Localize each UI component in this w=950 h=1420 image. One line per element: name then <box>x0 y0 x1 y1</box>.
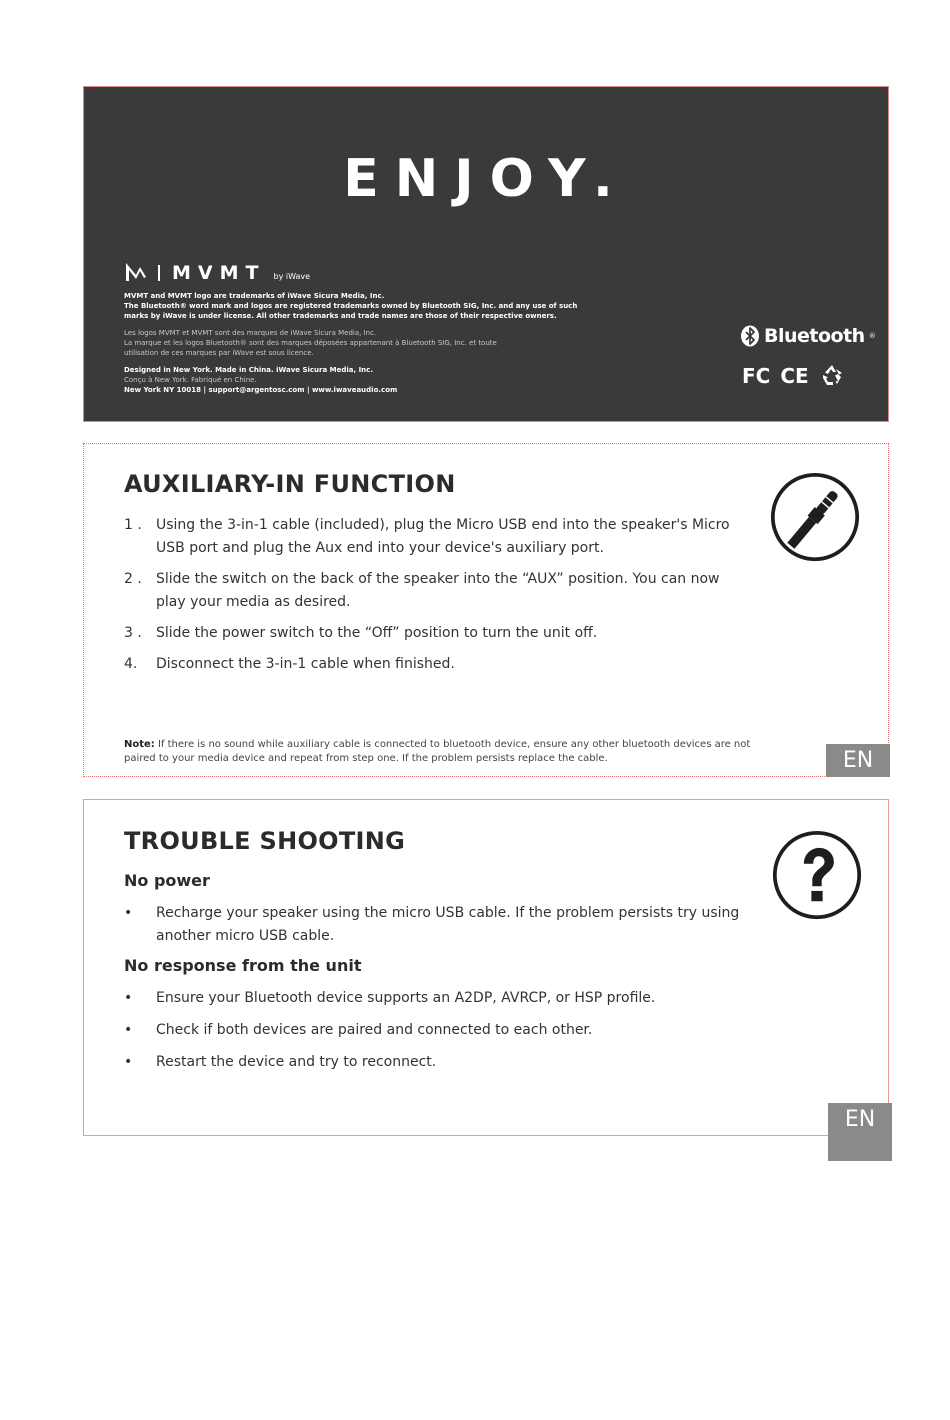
step-number: 4. <box>124 656 138 672</box>
ce-mark: CE <box>780 364 809 388</box>
concu-line: Conçu à New York. Fabriqué en Chine. <box>124 376 257 384</box>
bullet: • <box>124 905 133 921</box>
subheading-no-response: No response from the unit <box>124 956 362 975</box>
note-text: If there is no sound while auxiliary cable is connected to bluetooth device, ensure any other bluetooth devices are not paired to your media device and repeat from step one. If the problem persists replace the cable. <box>124 739 751 764</box>
note-label: Note: <box>124 739 155 750</box>
bullet-text: Check if both devices are paired and connected to each other. <box>156 1022 593 1038</box>
brand-row <box>124 261 310 283</box>
contact-line: New York NY 10018 | support@argentosc.com | www.iwaveaudio.com <box>124 386 398 394</box>
legal-line: utilisation de ces marques par iWave est sous licence. <box>124 349 314 357</box>
step-number: 1 . <box>124 517 142 533</box>
legal-french <box>124 328 604 358</box>
brand-name: MVMT <box>172 262 266 284</box>
bluetooth-label: Bluetooth <box>764 325 865 347</box>
bullet-text: Recharge your speaker using the micro USB cable. If the problem persists try using another micro USB cable. <box>156 905 740 944</box>
bullet: • <box>124 1054 133 1070</box>
legal-contact <box>124 365 604 395</box>
step-number: 2 . <box>124 571 142 587</box>
no-response-list <box>124 987 744 1083</box>
legal-line: La marque et les logos Bluetooth® sont des marques déposées appartenant à Bluetooth SIG, Inc. et toute <box>124 339 497 347</box>
list-item <box>124 1019 744 1042</box>
step-text: Slide the power switch to the “Off” position to turn the unit off. <box>156 625 598 641</box>
list-item <box>124 622 744 645</box>
legal-english <box>124 291 604 321</box>
aux-title: AUXILIARY-IN FUNCTION <box>124 470 456 498</box>
language-tab: EN <box>828 1103 892 1161</box>
language-tab: EN <box>826 744 890 777</box>
step-number: 3 . <box>124 625 142 641</box>
question-mark-icon <box>772 830 862 920</box>
list-item <box>124 514 744 560</box>
bullet-text: Ensure your Bluetooth device supports an A2DP, AVRCP, or HSP profile. <box>156 990 656 1006</box>
trouble-title: TROUBLE SHOOTING <box>124 827 406 855</box>
bluetooth-badge <box>740 325 876 347</box>
list-item <box>124 568 744 614</box>
legal-line: MVMT and MVMT logo are trademarks of iWave Sicura Media, Inc. <box>124 292 385 300</box>
legal-line: marks by iWave is under license. All other trademarks and trade names are those of their respective owners. <box>124 312 557 320</box>
list-item <box>124 653 744 676</box>
certification-row <box>742 363 845 389</box>
brand-separator <box>158 265 160 281</box>
designed-line: Designed in New York. Made in China. iWave Sicura Media, Inc. <box>124 366 373 374</box>
aux-steps <box>124 514 744 684</box>
aux-panel <box>83 443 889 777</box>
brand-panel <box>83 86 889 422</box>
bullet: • <box>124 990 133 1006</box>
step-text: Disconnect the 3-in-1 cable when finished. <box>156 656 455 672</box>
trouble-panel <box>83 799 889 1136</box>
step-text: Slide the switch on the back of the speaker into the “AUX” position. You can now play your media as desired. <box>156 571 720 610</box>
list-item <box>124 1051 744 1074</box>
no-power-list <box>124 902 744 957</box>
legal-line: Les logos MVMT et MVMT sont des marques de iWave Sicura Media, Inc. <box>124 329 377 337</box>
headline: ENJOY. <box>343 149 629 209</box>
fcc-mark: FC <box>742 364 771 388</box>
recycle-icon <box>819 363 845 389</box>
list-item <box>124 902 744 948</box>
registered-mark: ® <box>868 332 876 340</box>
step-text: Using the 3-in-1 cable (included), plug the Micro USB end into the speaker's Micro USB port and plug the Aux end into your device's auxiliary port. <box>156 517 730 556</box>
list-item <box>124 987 744 1010</box>
bullet-text: Restart the device and try to reconnect. <box>156 1054 437 1070</box>
brand-by: by iWave <box>273 272 311 281</box>
aux-note <box>124 738 764 766</box>
aux-plug-icon <box>770 472 860 562</box>
bluetooth-icon <box>740 325 760 347</box>
bullet: • <box>124 1022 133 1038</box>
mvmt-logo-icon <box>124 261 148 283</box>
legal-line: The Bluetooth® word mark and logos are registered trademarks owned by Bluetooth SIG, Inc. and any use of such <box>124 302 578 310</box>
subheading-no-power: No power <box>124 871 210 890</box>
